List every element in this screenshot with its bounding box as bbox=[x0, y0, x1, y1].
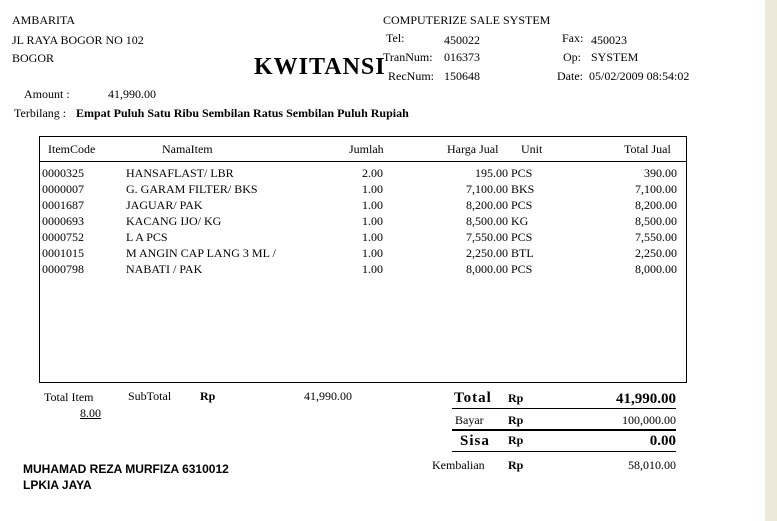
cell-totaljual: 8,500.00 bbox=[635, 214, 677, 228]
company-name: AMBARITA bbox=[12, 13, 76, 27]
fax-label: Fax: bbox=[562, 31, 584, 45]
cell-namaitem: HANSAFLAST/ LBR bbox=[126, 166, 234, 180]
col-header-totaljual: Total Jual bbox=[624, 142, 671, 156]
cell-unit: BTL bbox=[511, 246, 534, 260]
sisa-label: Sisa bbox=[460, 433, 490, 449]
kembalian-currency: Rp bbox=[508, 458, 524, 472]
total-item-value: 8.00 bbox=[80, 406, 101, 420]
cell-hargajual: 8,000.00 bbox=[466, 262, 508, 276]
kembalian-label: Kembalian bbox=[432, 458, 485, 472]
cell-totaljual: 7,100.00 bbox=[635, 182, 677, 196]
window-edge bbox=[765, 0, 777, 521]
cell-jumlah: 1.00 bbox=[362, 198, 383, 212]
cell-namaitem: L A PCS bbox=[126, 230, 168, 244]
cell-jumlah: 1.00 bbox=[362, 182, 383, 196]
amount-value: 41,990.00 bbox=[108, 87, 156, 101]
date-value: 05/02/2009 08:54:02 bbox=[589, 69, 690, 83]
footer-line-1: MUHAMAD REZA MURFIZA 6310012 bbox=[23, 462, 229, 476]
cell-totaljual: 7,550.00 bbox=[635, 230, 677, 244]
bayar-divider bbox=[452, 429, 676, 431]
terbilang-value: Empat Puluh Satu Ribu Sembilan Ratus Sembilan Puluh Rupiah bbox=[76, 106, 409, 120]
subtotal-value: 41,990.00 bbox=[304, 389, 352, 403]
sisa-currency: Rp bbox=[508, 433, 524, 447]
total-item-label: Total Item bbox=[44, 390, 94, 404]
sisa-value: 0.00 bbox=[649, 433, 676, 449]
cell-totaljual: 2,250.00 bbox=[635, 246, 677, 260]
cell-itemcode: 0000752 bbox=[42, 230, 84, 244]
cell-unit: BKS bbox=[511, 182, 535, 196]
items-table bbox=[39, 136, 687, 383]
col-header-unit: Unit bbox=[521, 142, 543, 156]
cell-unit: PCS bbox=[511, 262, 533, 276]
terbilang-label: Terbilang : bbox=[14, 106, 67, 120]
cell-unit: PCS bbox=[511, 198, 533, 212]
cell-itemcode: 0000798 bbox=[42, 262, 84, 276]
cell-jumlah: 1.00 bbox=[362, 230, 383, 244]
cell-jumlah: 2.00 bbox=[362, 166, 383, 180]
date-label: Date: bbox=[557, 69, 583, 83]
col-header-jumlah: Jumlah bbox=[349, 142, 384, 156]
amount-label: Amount : bbox=[24, 87, 70, 101]
cell-totaljual: 8,000.00 bbox=[635, 262, 677, 276]
cell-namaitem: G. GARAM FILTER/ BKS bbox=[126, 182, 258, 196]
col-header-hargajual: Harga Jual bbox=[447, 142, 499, 156]
subtotal-label: SubTotal bbox=[128, 389, 172, 403]
total-label: Total bbox=[454, 390, 492, 406]
table-row bbox=[40, 198, 686, 213]
col-header-itemcode: ItemCode bbox=[48, 142, 96, 156]
cell-totaljual: 8,200.00 bbox=[635, 198, 677, 212]
cell-jumlah: 1.00 bbox=[362, 262, 383, 276]
tel-label: Tel: bbox=[386, 31, 405, 45]
table-row bbox=[40, 262, 686, 277]
cell-itemcode: 0001015 bbox=[42, 246, 84, 260]
cell-jumlah: 1.00 bbox=[362, 246, 383, 260]
table-row bbox=[40, 214, 686, 229]
cell-totaljual: 390.00 bbox=[644, 166, 677, 180]
col-header-namaitem: NamaItem bbox=[162, 142, 213, 156]
kembalian-value: 58,010.00 bbox=[628, 458, 676, 472]
sisa-divider bbox=[452, 451, 676, 452]
tel-value: 450022 bbox=[444, 33, 480, 47]
trannum-label: TranNum: bbox=[383, 50, 433, 64]
table-row bbox=[40, 230, 686, 245]
cell-itemcode: 0001687 bbox=[42, 198, 84, 212]
subtotal-currency: Rp bbox=[200, 389, 216, 403]
cell-unit: PCS bbox=[511, 166, 533, 180]
op-label: Op: bbox=[563, 50, 581, 64]
company-city: BOGOR bbox=[12, 51, 55, 65]
system-name: COMPUTERIZE SALE SYSTEM bbox=[383, 13, 551, 27]
cell-itemcode: 0000007 bbox=[42, 182, 84, 196]
bayar-label: Bayar bbox=[455, 413, 484, 427]
cell-hargajual: 7,550.00 bbox=[466, 230, 508, 244]
total-value: 41,990.00 bbox=[616, 391, 676, 407]
document-title: KWITANSI bbox=[254, 54, 386, 80]
cell-hargajual: 8,200.00 bbox=[466, 198, 508, 212]
cell-itemcode: 0000325 bbox=[42, 166, 84, 180]
cell-unit: KG bbox=[511, 214, 529, 228]
fax-value: 450023 bbox=[591, 33, 627, 47]
recnum-label: RecNum: bbox=[388, 69, 434, 83]
cell-hargajual: 8,500.00 bbox=[466, 214, 508, 228]
total-currency: Rp bbox=[508, 391, 524, 405]
cell-namaitem: JAGUAR/ PAK bbox=[126, 198, 203, 212]
total-divider bbox=[452, 408, 676, 409]
cell-hargajual: 195.00 bbox=[475, 166, 508, 180]
table-row bbox=[40, 166, 686, 181]
bayar-value: 100,000.00 bbox=[622, 413, 676, 427]
cell-itemcode: 0000693 bbox=[42, 214, 84, 228]
cell-hargajual: 2,250.00 bbox=[466, 246, 508, 260]
recnum-value: 150648 bbox=[444, 69, 480, 83]
footer-line-2: LPKIA JAYA bbox=[23, 478, 92, 492]
table-row bbox=[40, 246, 686, 261]
cell-namaitem: KACANG IJO/ KG bbox=[126, 214, 222, 228]
cell-namaitem: NABATI / PAK bbox=[126, 262, 203, 276]
bayar-currency: Rp bbox=[508, 413, 524, 427]
cell-jumlah: 1.00 bbox=[362, 214, 383, 228]
company-address: JL RAYA BOGOR NO 102 bbox=[12, 33, 144, 47]
op-value: SYSTEM bbox=[591, 50, 639, 64]
cell-hargajual: 7,100.00 bbox=[466, 182, 508, 196]
table-row bbox=[40, 182, 686, 197]
header-divider bbox=[40, 161, 686, 162]
cell-namaitem: M ANGIN CAP LANG 3 ML / bbox=[126, 246, 276, 260]
cell-unit: PCS bbox=[511, 230, 533, 244]
trannum-value: 016373 bbox=[444, 50, 480, 64]
